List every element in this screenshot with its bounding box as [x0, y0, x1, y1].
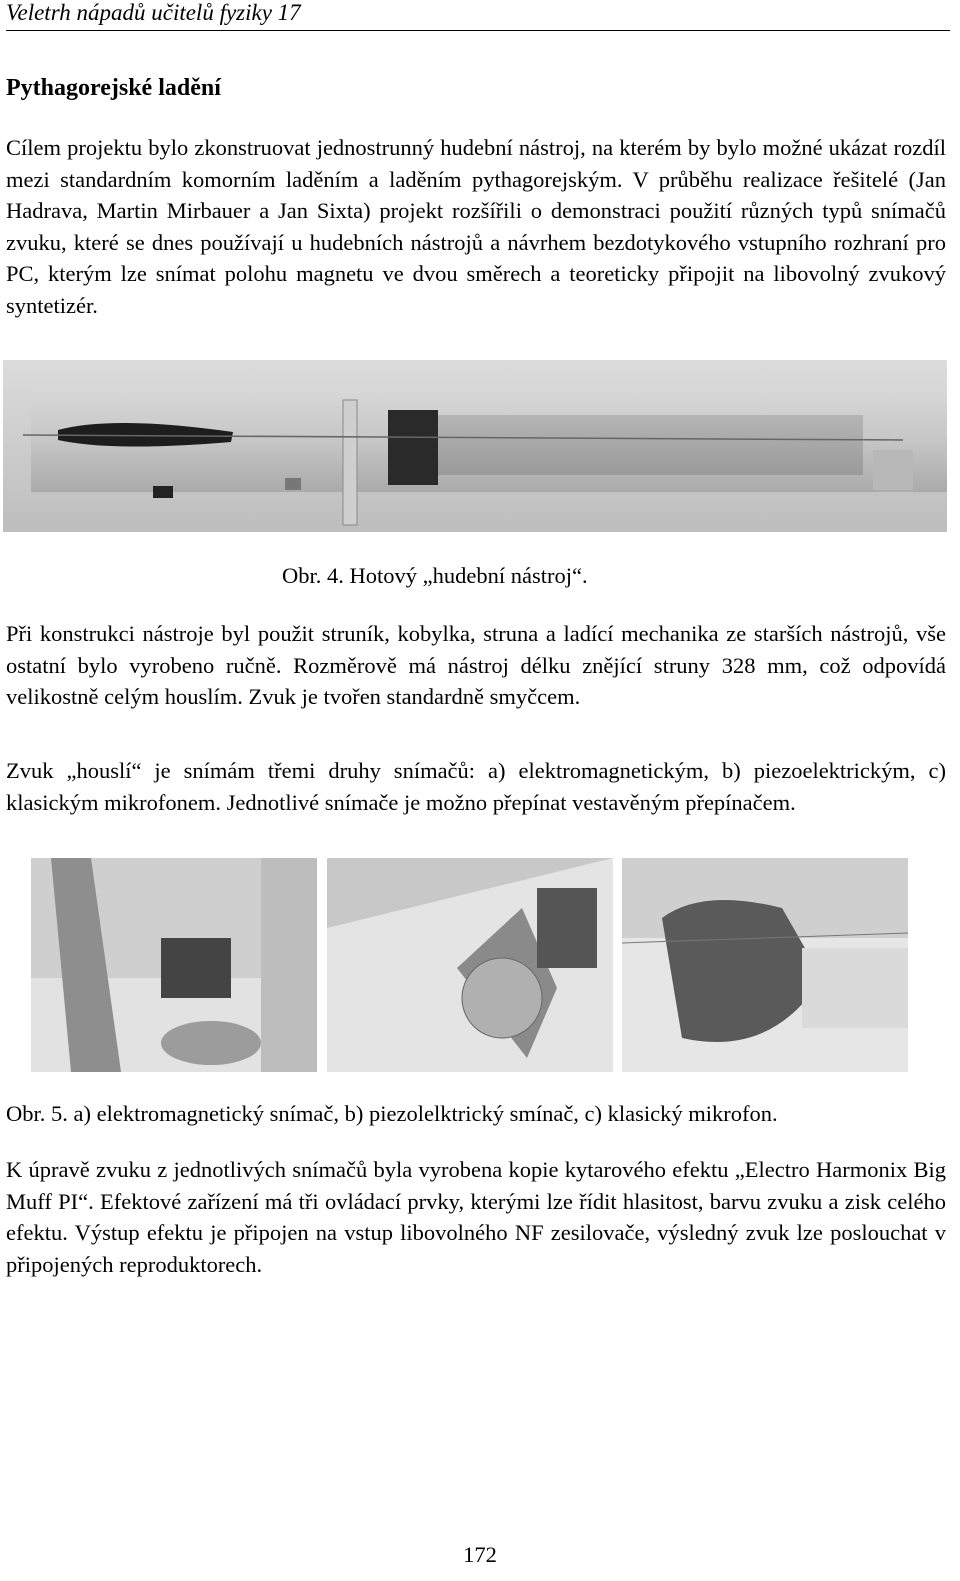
electromagnetic-pickup-photo	[31, 858, 317, 1072]
instrument-photo	[3, 360, 947, 532]
page-number: 172	[463, 1542, 497, 1567]
paragraph-intro: Cílem projektu bylo zkonstruovat jednostrunný hudební nástroj, na kterém by bylo možné ukázat rozdíl mezi standardním komorním laděním a laděním pythagorejským. V průběhu realizace řešitelé (Jan Hadrava, Martin Mirbauer a Jan Sixta) projekt rozšířili o demonstraci použití různých typů snímačů zvuku, které se dnes používají u hudebních nástrojů a návrhem bezdotykového vstupního rozhraní pro PC, kterým lze snímat polohu magnetu ve dvou směrech a teoreticky připojit na libovolný zvukový syntetizér.	[6, 135, 946, 318]
figure-5b-photo	[327, 858, 613, 1072]
running-title: Veletrh nápadů učitelů fyziky 17	[6, 0, 301, 25]
piezo-pickup-photo	[327, 858, 613, 1072]
paragraph-construction: Při konstrukci nástroje byl použit struník, kobylka, struna a ladící mechanika ze starších nástrojů, vše ostatní bylo vyrobeno ručně. Rozměrově má nástroj délku znějící struny 328 mm, což odpovídá velikostně celým houslím. Zvuk je tvořen standardně smyčcem.	[6, 621, 946, 709]
section-title: Pythagorejské ladění	[6, 75, 221, 101]
microphone-pickup-photo	[622, 858, 908, 1072]
figure-4-photo	[3, 360, 947, 532]
figure-5a-photo	[31, 858, 317, 1072]
figure-4-caption: Obr. 4. Hotový „hudební nástroj“.	[282, 563, 588, 588]
figure-5c-photo	[622, 858, 908, 1072]
running-header	[6, 0, 950, 31]
figure-5-caption: Obr. 5. a) elektromagnetický snímač, b) piezolelktrický smínač, c) klasický mikrofon.	[6, 1101, 778, 1126]
paragraph-effect: K úpravě zvuku z jednotlivých snímačů byla vyrobena kopie kytarového efektu „Electro Harmonix Big Muff PI“. Efektové zařízení má tři ovládací prvky, kterými lze řídit hlasitost, barvu zvuku a zisk celého efektu. Výstup efektu je připojen na vstup libovolného NF zesilovače, výsledný zvuk lze poslouchat v připojených reproduktorech.	[6, 1157, 946, 1277]
paragraph-pickups: Zvuk „houslí“ je snímám třemi druhy snímačů: a) elektromagnetickým, b) piezoelektrickým, c) klasickým mikrofonem. Jednotlivé snímače je možno přepínat vestavěným přepínačem.	[6, 758, 946, 815]
